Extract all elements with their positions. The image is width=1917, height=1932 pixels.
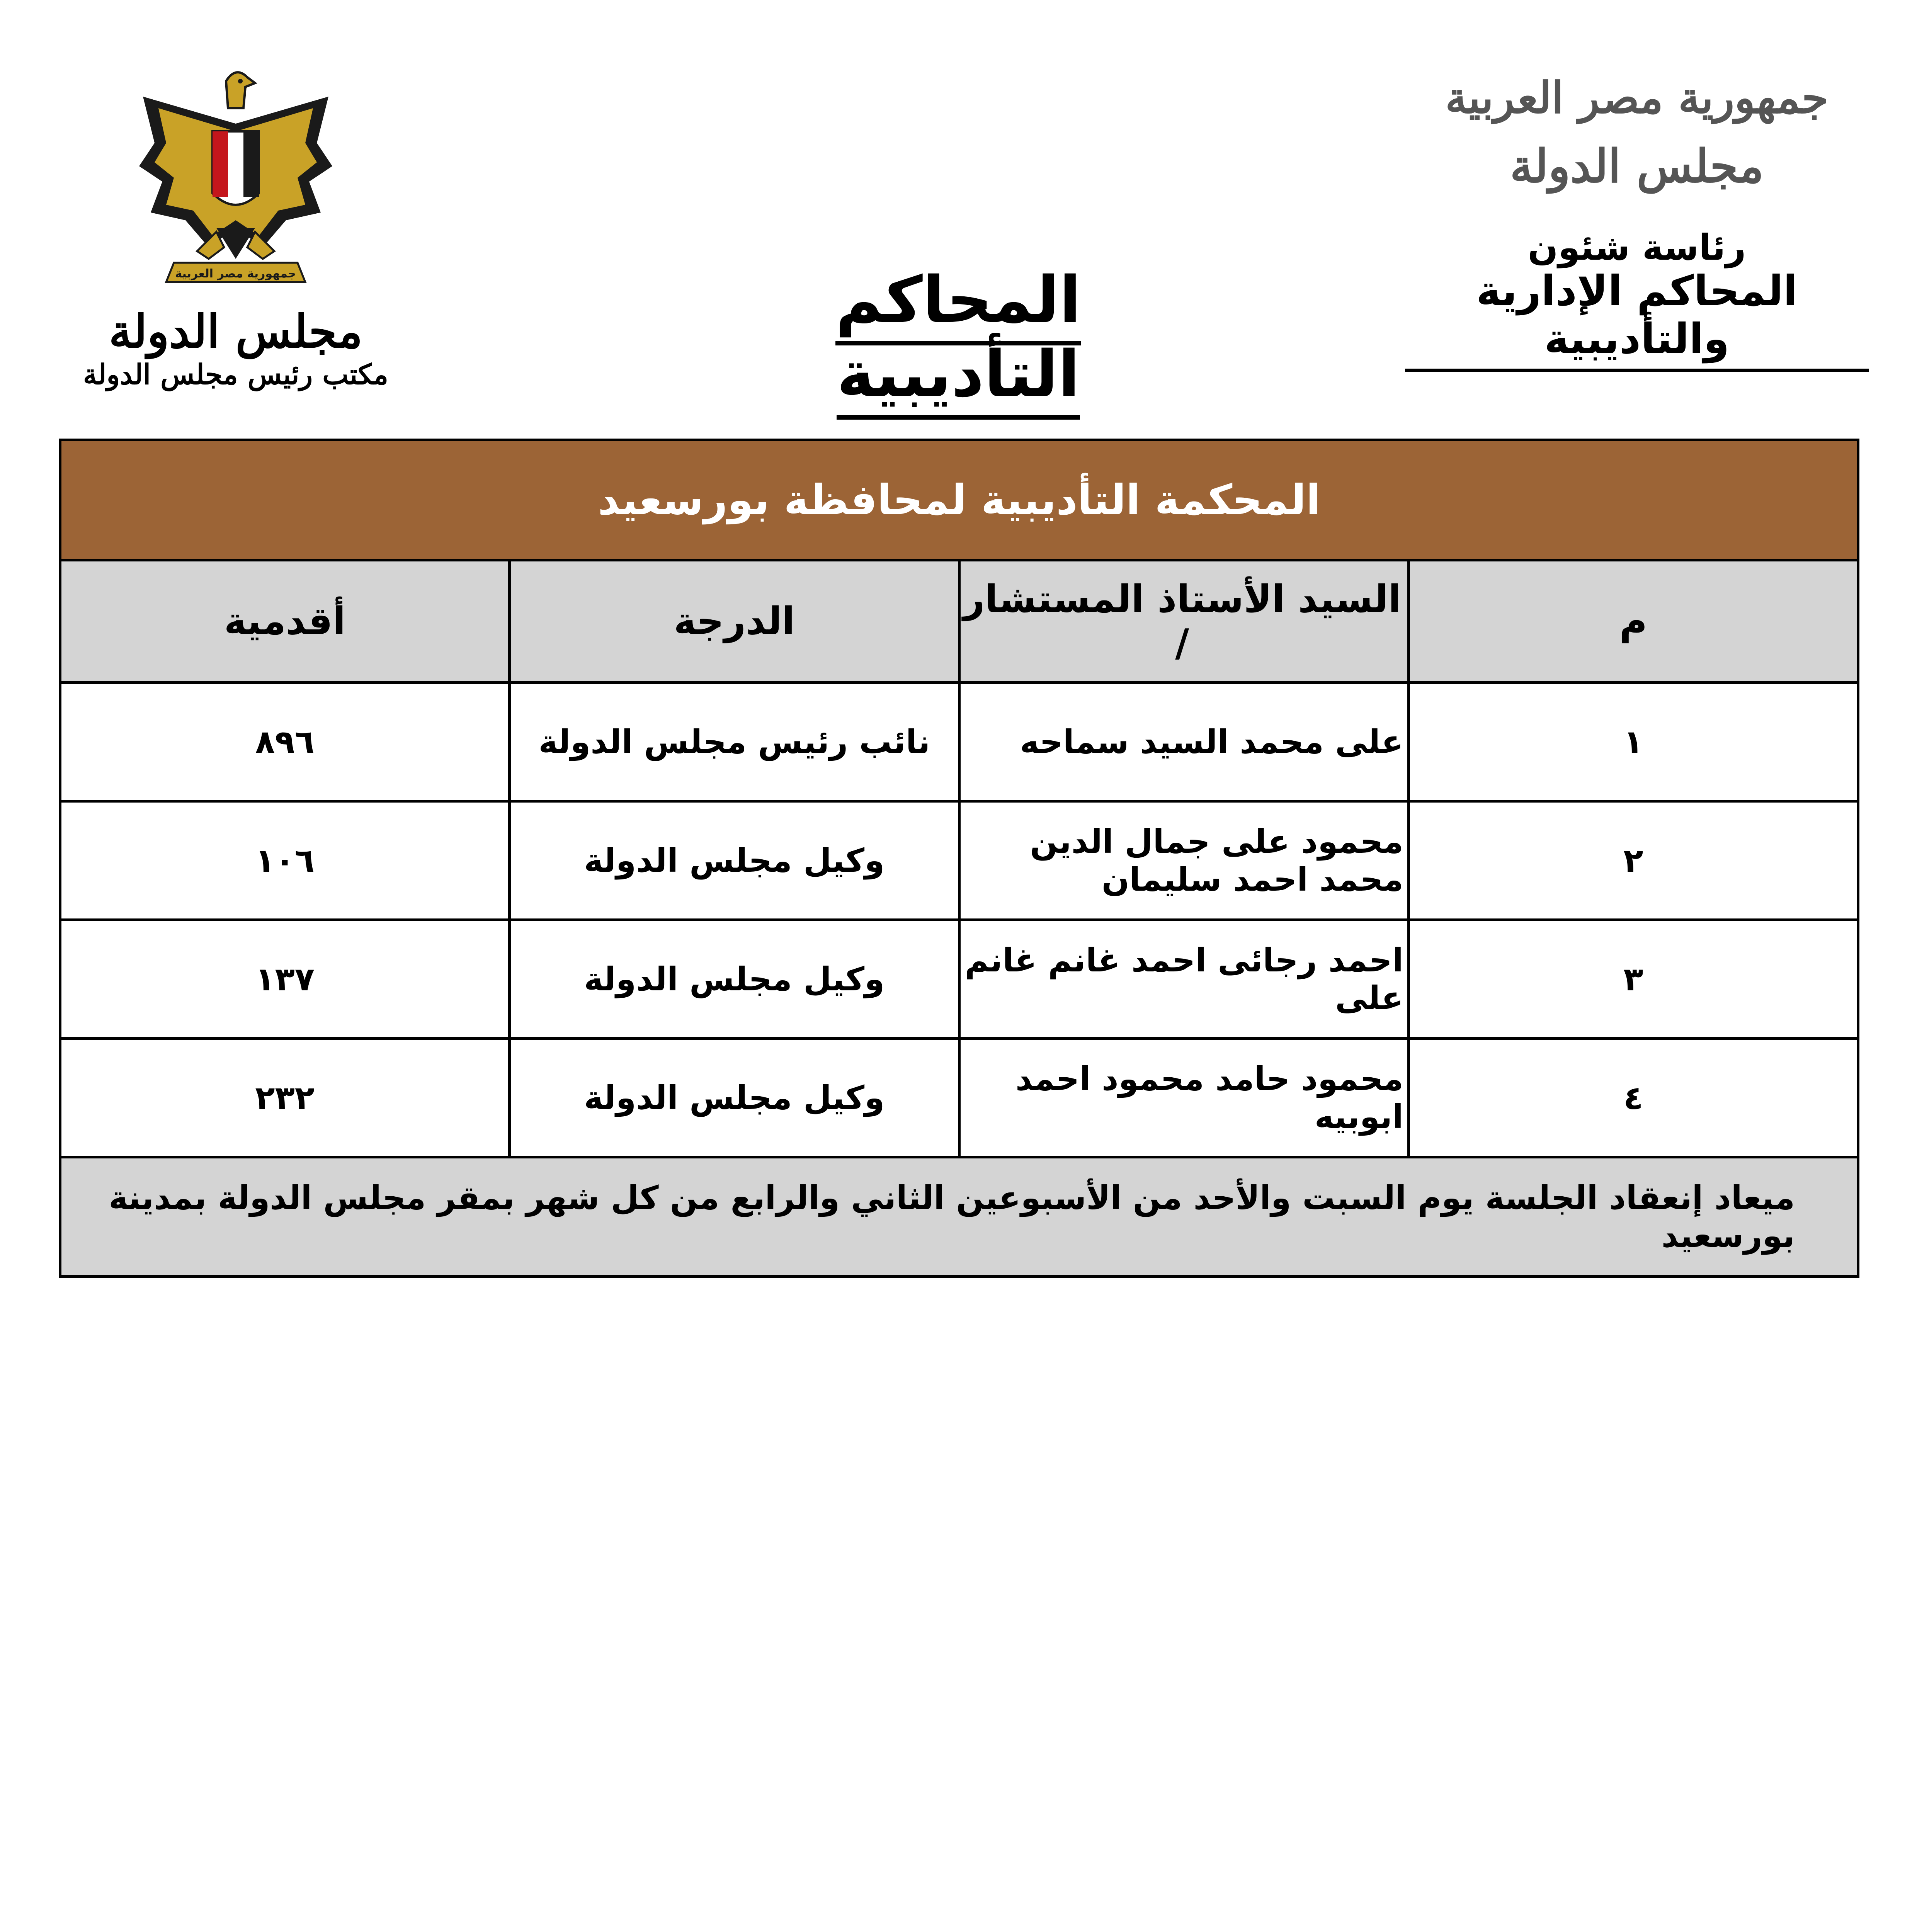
- judges-table: [59, 439, 1859, 1278]
- header-left-block: [62, 66, 410, 391]
- row-index: ١: [1408, 683, 1858, 801]
- row-name: محمود على جمال الدين محمد احمد سليمان: [959, 801, 1408, 920]
- row-seniority: ٢٣٢: [60, 1039, 510, 1157]
- table-row: [60, 801, 1858, 920]
- row-rank: نائب رئيس مجلس الدولة: [510, 683, 959, 801]
- page-title-text: المحاكم التأديبية: [835, 263, 1081, 420]
- header-right-block: [1405, 73, 1869, 372]
- row-rank: وكيل مجلس الدولة: [510, 920, 959, 1039]
- column-header-index: م: [1408, 560, 1858, 683]
- row-index: ٢: [1408, 801, 1858, 920]
- row-name: على محمد السيد سماحه: [959, 683, 1408, 801]
- table-row: [60, 1039, 1858, 1157]
- eagle-emblem-icon: [128, 66, 344, 305]
- session-note: ميعاد إنعقاد الجلسة يوم السبت والأحد من الأسبوعين الثاني والرابع من كل شهر بمقر مجلس الدولة بمدينة بورسعيد: [60, 1157, 1858, 1277]
- left-office-name: مكتب رئيس مجلس الدولة: [83, 357, 388, 391]
- row-rank: وكيل مجلس الدولة: [510, 801, 959, 920]
- row-seniority: ١٣٧: [60, 920, 510, 1039]
- table-row: [60, 683, 1858, 801]
- left-council-name: مجلس الدولة: [109, 304, 363, 358]
- table-header-row: [60, 560, 1858, 683]
- row-name: احمد رجائى احمد غانم غانم على: [959, 920, 1408, 1039]
- session-note-row: [60, 1157, 1858, 1277]
- republic-calligraphy: جمهورية مصر العربية: [1445, 73, 1829, 123]
- row-seniority: ١٠٦: [60, 801, 510, 920]
- row-name: محمود حامد محمود احمد ابوبيه: [959, 1039, 1408, 1157]
- table-row: [60, 920, 1858, 1039]
- emblem-ribbon-text: جمهورية مصر العربية: [175, 267, 296, 281]
- row-rank: وكيل مجلس الدولة: [510, 1039, 959, 1157]
- court-title: المحكمة التأديبية لمحافظة بورسعيد: [60, 440, 1858, 560]
- row-index: ٤: [1408, 1039, 1858, 1157]
- council-calligraphy: مجلس الدولة: [1510, 139, 1764, 193]
- row-index: ٣: [1408, 920, 1858, 1039]
- column-header-name: السيد الأستاذ المستشار /: [959, 560, 1408, 683]
- row-seniority: ٨٩٦: [60, 683, 510, 801]
- column-header-rank: الدرجة: [510, 560, 959, 683]
- presidency-line2: المحاكم الإدارية والتأديبية: [1405, 267, 1869, 372]
- column-header-seniority: أقدمية: [60, 560, 510, 683]
- page-title: [746, 263, 1171, 411]
- presidency-line1: رئاسة شئون: [1527, 227, 1746, 269]
